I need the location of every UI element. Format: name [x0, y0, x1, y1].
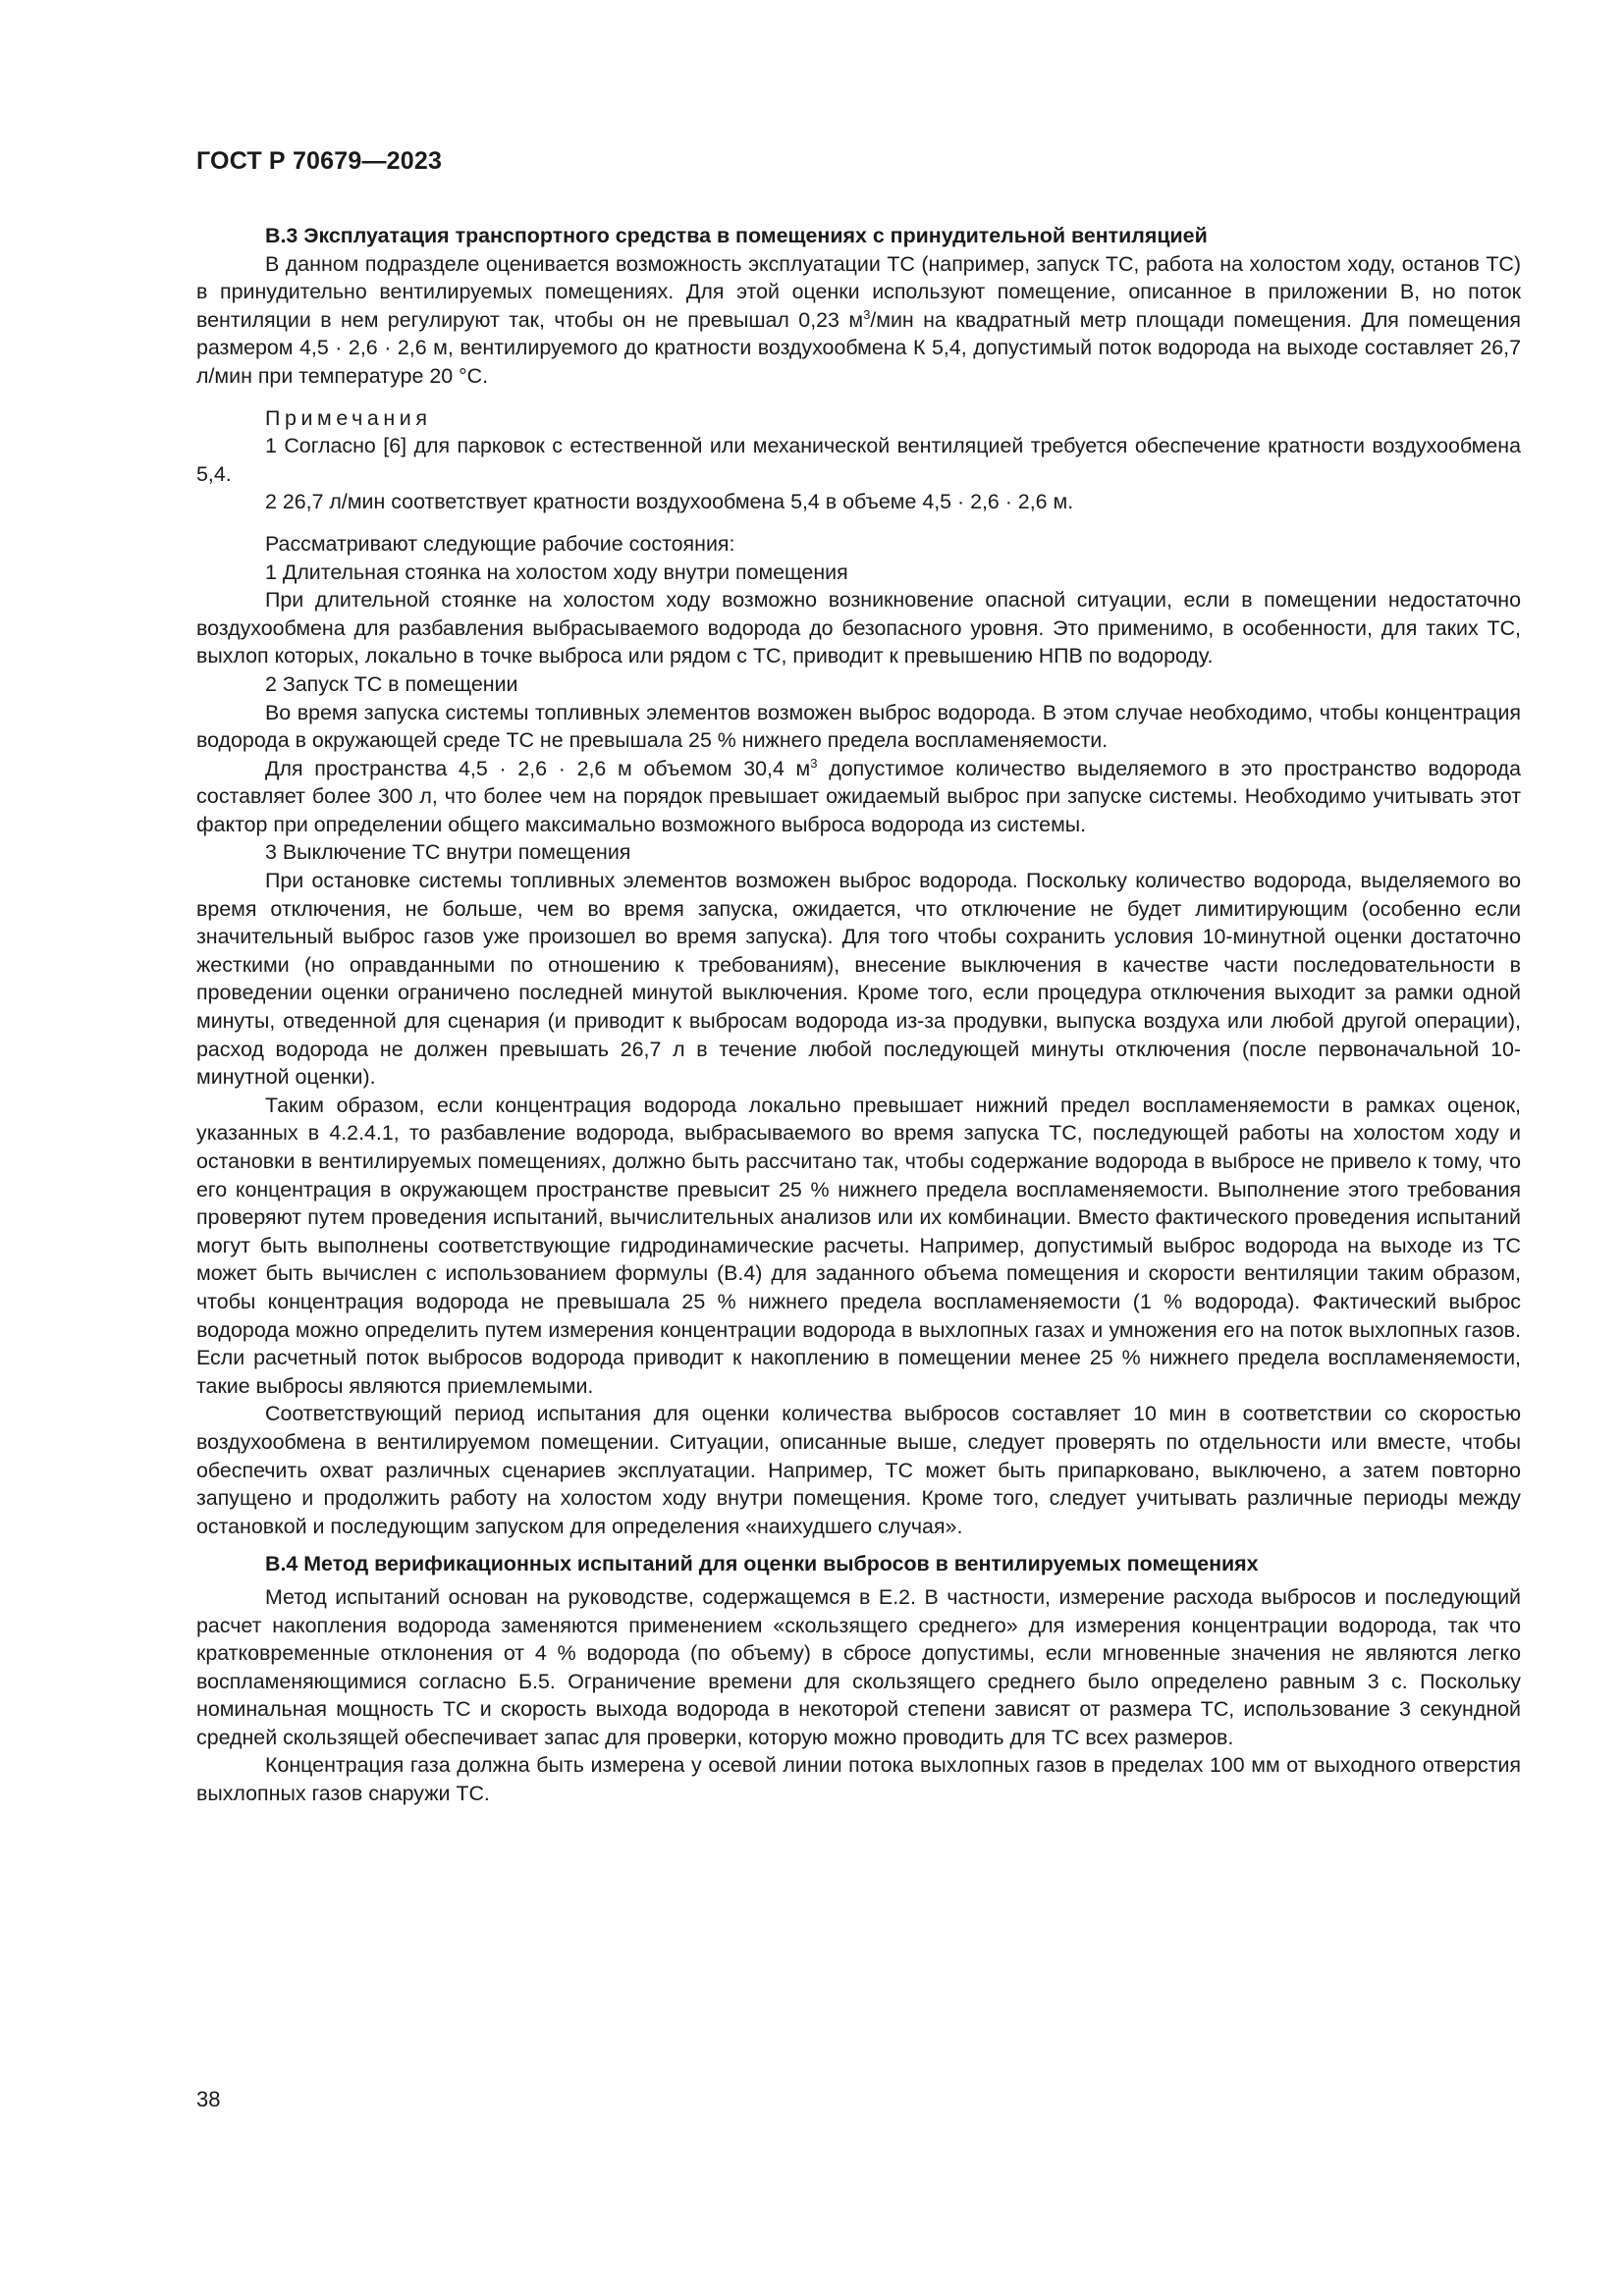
standard-number-header: ГОСТ Р 70679—2023: [196, 147, 443, 175]
section-b4-paragraph-1: Метод испытаний основан на руководстве, содержащемся в Е.2. В частности, измерение расхода выбросов и последующий расчет накопления водорода заменяются применением «скользящего среднего» для измерения концентрации водорода, так что кратковременные отклонения от 4 % водорода (по объему) в сбросе допустимы, если мгновенные значения не являются легко воспламеняющимися согласно Б.5. Ограничение времени для скользящего среднего было определено равным 3 с. Поскольку номинальная мощность ТС и скорость выхода водорода в некоторой степени зависят от размера ТС, использование 3 секундной средней скользящей обеспечивает запас для проверки, которую можно проводить для ТС всех размеров.: [196, 1584, 1521, 1749]
conclusion-paragraph-1: Таким образом, если концентрация водорода локально превышает нижний предел воспламеняемости в рамках оценок, указанных в 4.2.4.1, то разбавление водорода, выбрасываемого во время запуска ТС, последующей работы на холостом ходу и остановки в вентилируемых помещениях, должно быть рассчитано так, чтобы содержание водорода в выбросе не привело к тому, что его концентрация в окружающем пространстве превысит 25 % нижнего предела воспламеняемости. Выполнение этого требования проверяют путем проведения испытаний, вычислительных анализов или их комбинации. Вместо фактического проведения испытаний могут быть выполнены соответствующие гидродинамические расчеты. Например, допустимый выброс водорода на выходе из ТС может быть вычислен с использованием формулы (В.4) для заданного объема помещения и скорости вентиляции таким образом, чтобы концентрация водорода не превышала 25 % нижнего предела воспламеняемости (1 % водорода). Фактический выброс водорода можно определить путем измерения концентрации водорода в выхлопных газах и умножения его на поток выхлопных газов. Если расчетный поток выбросов водорода приводит к накоплению в помещении менее 25 % нижнего предела воспламеняемости, такие выбросы являются приемлемыми.: [196, 1093, 1521, 1398]
state-1-paragraph: При длительной стоянке на холостом ходу возможно возникновение опасной ситуации, если в помещении недостаточно воздухообмена для разбавления выбрасываемого водорода до безопасного уровня. Это применимо, в особенности, для таких ТС, выхлоп которых, локально в точке выброса или рядом с ТС, приводит к превышению НПВ по водороду.: [196, 588, 1521, 668]
state-3-title: 3 Выключение ТС внутри помещения: [265, 840, 631, 865]
state-2-text-part-2: допустимое количество выделяемого в это пространство водорода составляет более 300 л, что более чем на порядок превышает ожидаемый выброс при запуске системы. Необходимо учитывать этот фактор при определении общего максимально возможного выброса водорода из системы.: [196, 756, 1521, 836]
state-2-text-part-1: Для пространства 4,5 · 2,6 · 2,6 м объемом 30,4 м: [265, 756, 811, 780]
state-2-paragraph-1: Во время запуска системы топливных элементов возможен выброс водорода. В этом случае необходимо, чтобы концентрация водорода в окружающей среде ТС не превышала 25 % нижнего предела воспламеняемости.: [196, 700, 1521, 753]
notes-heading: Примечания: [265, 405, 432, 430]
cubic-superscript: 3: [810, 755, 818, 771]
cubic-superscript: 3: [863, 306, 871, 322]
section-b4-paragraph-2: Концентрация газа должна быть измерена у осевой линии потока выхлопных газов в пределах 100 мм от выходного отверстия выхлопных газов снаружи ТС.: [196, 1753, 1521, 1806]
state-2-title: 2 Запуск ТС в помещении: [265, 671, 518, 696]
operating-states-intro: Рассматривают следующие рабочие состояния:: [265, 531, 735, 556]
intro-text-part-1: В данном подразделе оценивается возможность эксплуатации ТС (например, запуск ТС, работа на холостом ходу, останов ТС) в принудительно вентилируемых помещениях. Для этой оценки используют помещение, описанное в приложении В, но поток вентиляции в нем регулируют так, чтобы он не превышал 0,23 м: [196, 251, 1521, 332]
section-b3-intro-paragraph: [196, 250, 1521, 391]
note-1: 1 Согласно [6] для парковок с естественной или механической вентиляцией требуется обеспечение кратности воздухообмена 5,4.: [196, 434, 1521, 486]
page-number: 38: [196, 2087, 221, 2111]
section-b3-heading: В.3 Эксплуатация транспортного средства в помещениях с принудительной вентиляцией: [265, 224, 1208, 247]
state-1-title: 1 Длительная стоянка на холостом ходу внутри помещения: [265, 560, 848, 584]
intro-text-part-2: /мин на квадратный метр площади помещения. Для помещения размером 4,5 · 2,6 · 2,6 м, вентилируемого до кратности воздухообмена К 5,4, допустимый поток водорода на выходе составляет 26,7 л/мин при температуре 20 °С.: [196, 307, 1521, 388]
conclusion-paragraph-2: Соответствующий период испытания для оценки количества выбросов составляет 10 мин в соответствии со скоростью воздухообмена в вентилируемом помещении. Ситуации, описанные выше, следует проверять по отдельности или вместе, чтобы обеспечить охват различных сценариев эксплуатации. Например, ТС может быть припарковано, выключено, а затем повторно запущено и продолжить работу на холостом ходу внутри помещения. Кроме того, следует учитывать различные периоды между остановкой и последующим запуском для определения «наихудшего случая».: [196, 1402, 1521, 1538]
state-2-paragraph-2: [196, 755, 1521, 839]
section-b4-heading: В.4 Метод верификационных испытаний для оценки выбросов в вентилируемых помещениях: [265, 1552, 1259, 1576]
note-2: 2 26,7 л/мин соответствует кратности воздухообмена 5,4 в объеме 4,5 · 2,6 · 2,6 м.: [265, 490, 1074, 514]
page-content: [196, 222, 1521, 1808]
state-3-paragraph: При остановке системы топливных элементов возможен выброс водорода. Поскольку количество водорода, выделяемого во время отключения, не больше, чем во время запуска, ожидается, что отключение не будет лимитирующим (особенно если значительный выброс газов уже произошел во время запуска). Для того чтобы сохранить условия 10-минутной оценки достаточно жесткими (но оправданными по отношению к требованиям), внесение выключения в качестве части последовательности в проведении оценки ограничено последней минутой выключения. Кроме того, если процедура отключения выходит за рамки одной минуты, отведенной для сценария (и приводит к выбросам водорода из-за продувки, выпуска воздуха или любой другой операции), расход водорода не должен превышать 26,7 л в течение любой последующей минуты отключения (после первоначальной 10-минутной оценки).: [196, 869, 1521, 1090]
